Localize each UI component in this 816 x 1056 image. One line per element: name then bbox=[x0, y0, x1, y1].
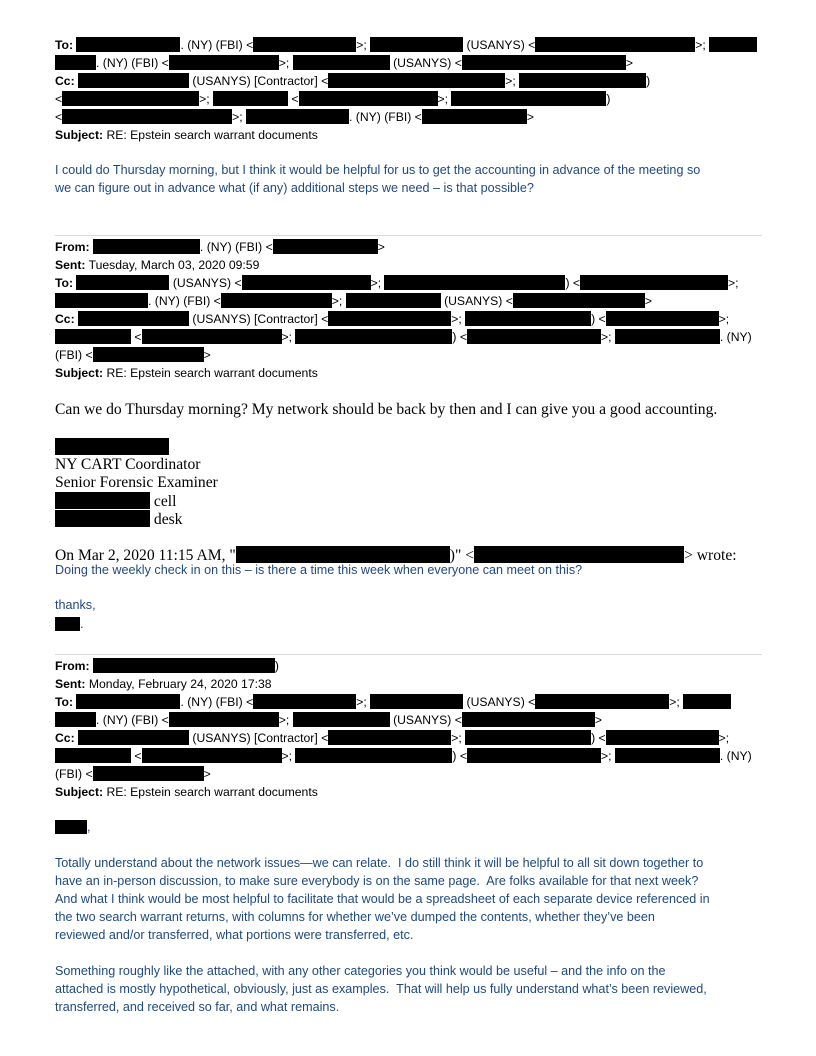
redaction bbox=[78, 730, 189, 745]
header-text: >; bbox=[199, 92, 214, 106]
redaction bbox=[55, 617, 80, 631]
signoff-suffix: . bbox=[80, 617, 84, 631]
header-text: >; bbox=[718, 312, 730, 326]
header-text: >; bbox=[356, 38, 371, 52]
separator bbox=[55, 654, 762, 655]
header-text: (USANYS) [Contractor] < bbox=[189, 731, 329, 745]
redaction bbox=[451, 91, 606, 106]
redaction bbox=[253, 694, 356, 709]
redaction bbox=[384, 275, 565, 290]
header-text: >; bbox=[281, 749, 296, 763]
redaction bbox=[370, 37, 463, 52]
body-line: we can figure out in advance what (if any) additional steps we need – is that possible? bbox=[55, 181, 534, 195]
quote-intro-post: > wrote: bbox=[684, 547, 737, 564]
redaction bbox=[76, 275, 169, 290]
header-text: Tuesday, March 03, 2020 09:59 bbox=[85, 258, 260, 272]
redaction bbox=[55, 748, 131, 763]
header-text: < bbox=[131, 749, 142, 763]
redaction bbox=[62, 91, 199, 106]
header-label: Cc: bbox=[55, 312, 75, 326]
redaction bbox=[76, 37, 180, 52]
redaction bbox=[55, 293, 148, 308]
header-text: > bbox=[526, 110, 534, 124]
paragraph-line: Totally understand about the network issues—we can relate. I do still think it will be helpful to all sit down together to bbox=[55, 856, 704, 870]
header-label: Sent: bbox=[55, 258, 86, 272]
redaction bbox=[213, 91, 288, 106]
quoted-thanks: thanks, bbox=[55, 598, 96, 612]
body-line: I could do Thursday morning, but I think it would be helpful for us to get the accounting in advance of the meeting so bbox=[55, 163, 701, 177]
redaction bbox=[55, 55, 96, 70]
header-label: Subject: bbox=[55, 128, 104, 142]
header-text: ) < bbox=[591, 731, 606, 745]
header-line bbox=[55, 364, 752, 382]
signature bbox=[55, 438, 218, 528]
redaction bbox=[513, 293, 645, 308]
header-text: >; bbox=[278, 713, 293, 727]
header-text: RE: Epstein search warrant documents bbox=[103, 785, 318, 799]
header-line bbox=[55, 310, 752, 328]
redaction bbox=[236, 546, 450, 563]
redaction bbox=[55, 510, 150, 527]
header-text: . (NY) (FBI) < bbox=[96, 713, 169, 727]
header-label: Subject: bbox=[55, 366, 104, 380]
email-mar3-message: Can we do Thursday morning? My network should be back by then and I can give you a good accounting. bbox=[55, 401, 718, 418]
header-text: ) < bbox=[452, 749, 467, 763]
redaction bbox=[169, 55, 279, 70]
header-line bbox=[55, 729, 752, 747]
header-text: > bbox=[203, 767, 211, 781]
header-text: >; bbox=[600, 330, 615, 344]
header-text: < bbox=[55, 110, 63, 124]
paragraph-line: reviewed and/or transferred, what portions were transferred, etc. bbox=[55, 928, 414, 942]
header-line bbox=[55, 256, 752, 274]
redaction bbox=[93, 766, 204, 781]
header-text: >; bbox=[370, 276, 385, 290]
redaction bbox=[55, 712, 96, 727]
redaction bbox=[465, 730, 591, 745]
redaction bbox=[467, 329, 601, 344]
redaction bbox=[346, 293, 441, 308]
header-text: (USANYS) < bbox=[440, 294, 513, 308]
redaction bbox=[462, 55, 626, 70]
redaction bbox=[462, 712, 595, 727]
header-line bbox=[55, 657, 752, 675]
paragraph-line: the two search warrant returns, with columns for whether we’ve dumped the contents, whether they’ve been bbox=[55, 910, 655, 924]
redaction bbox=[328, 73, 505, 88]
header-text: >; bbox=[728, 276, 739, 290]
redaction bbox=[467, 748, 601, 763]
header-text: >; bbox=[451, 312, 466, 326]
desk-label: desk bbox=[150, 511, 183, 528]
header-label: To: bbox=[55, 695, 74, 709]
header-text: . (NY) bbox=[719, 330, 752, 344]
redaction bbox=[615, 748, 720, 763]
header-text: RE: Epstein search warrant documents bbox=[103, 128, 318, 142]
header-text: . (NY) (FBI) < bbox=[199, 240, 273, 254]
header-line bbox=[55, 292, 752, 310]
header-text: (USANYS) [Contractor] < bbox=[189, 312, 329, 326]
header-text: >; bbox=[718, 731, 730, 745]
redaction bbox=[93, 347, 204, 362]
redaction bbox=[55, 492, 150, 509]
redaction bbox=[295, 748, 452, 763]
redaction bbox=[465, 311, 591, 326]
greeting-suffix: , bbox=[87, 820, 91, 834]
header-line bbox=[55, 90, 757, 108]
header-text: . (NY) (FBI) < bbox=[148, 294, 221, 308]
header-text: . (NY) (FBI) < bbox=[349, 110, 422, 124]
header-text: >; bbox=[451, 731, 466, 745]
redaction bbox=[683, 694, 731, 709]
header-line bbox=[55, 72, 757, 90]
redaction bbox=[474, 546, 684, 563]
header-text: (USANYS) < bbox=[169, 276, 242, 290]
header-line bbox=[55, 54, 757, 72]
redaction bbox=[606, 311, 719, 326]
header-label: To: bbox=[55, 38, 74, 52]
header-text: >; bbox=[281, 330, 296, 344]
header-label: Cc: bbox=[55, 74, 75, 88]
paragraph-line: Something roughly like the attached, with any other categories you think would be useful – and the info on the bbox=[55, 964, 666, 978]
header-text: < bbox=[55, 92, 63, 106]
redaction bbox=[293, 712, 390, 727]
redaction bbox=[142, 748, 282, 763]
header-line bbox=[55, 693, 752, 711]
header-text: (USANYS) < bbox=[389, 56, 462, 70]
redaction bbox=[606, 730, 719, 745]
redaction bbox=[78, 311, 189, 326]
redaction bbox=[580, 275, 728, 290]
redaction bbox=[76, 694, 180, 709]
redaction bbox=[55, 438, 169, 455]
redaction bbox=[535, 37, 695, 52]
redaction bbox=[55, 329, 131, 344]
header-text: . (NY) (FBI) < bbox=[96, 56, 169, 70]
redaction bbox=[370, 694, 463, 709]
header-text: > bbox=[644, 294, 652, 308]
header-text: >; bbox=[695, 38, 710, 52]
header-text: . (NY) (FBI) < bbox=[180, 695, 254, 709]
header-label: From: bbox=[55, 659, 90, 673]
header-label: Cc: bbox=[55, 731, 75, 745]
quoted-signoff bbox=[55, 617, 84, 631]
redaction bbox=[709, 37, 757, 52]
redaction bbox=[93, 239, 200, 254]
header-line bbox=[55, 108, 757, 126]
email-top-header bbox=[55, 36, 757, 144]
header-text: ) < bbox=[452, 330, 467, 344]
redaction bbox=[78, 73, 189, 88]
redaction bbox=[273, 239, 378, 254]
redaction bbox=[246, 109, 349, 124]
redaction bbox=[615, 329, 720, 344]
signature-title: NY CART Coordinator bbox=[55, 456, 201, 473]
redaction bbox=[169, 712, 279, 727]
redaction bbox=[253, 37, 356, 52]
header-text: ) < bbox=[565, 276, 581, 290]
email-feb24-header bbox=[55, 657, 752, 801]
header-line bbox=[55, 346, 752, 364]
header-text: >; bbox=[331, 294, 346, 308]
header-text: (FBI) < bbox=[55, 767, 93, 781]
header-line bbox=[55, 36, 757, 54]
redaction bbox=[242, 275, 371, 290]
redaction bbox=[55, 820, 87, 834]
header-text: (USANYS) < bbox=[463, 38, 536, 52]
header-label: From: bbox=[55, 240, 90, 254]
redaction bbox=[93, 658, 275, 673]
header-text: >; bbox=[356, 695, 371, 709]
redaction bbox=[328, 311, 451, 326]
header-line bbox=[55, 274, 752, 292]
header-text: > bbox=[203, 348, 211, 362]
separator bbox=[55, 235, 762, 236]
quote-intro-mid: )" < bbox=[449, 547, 475, 564]
header-text: >; bbox=[600, 749, 615, 763]
header-line bbox=[55, 675, 752, 693]
email-top-body bbox=[55, 161, 700, 197]
header-text: ) < bbox=[591, 312, 606, 326]
header-text: ) bbox=[274, 659, 279, 673]
header-text: (FBI) < bbox=[55, 348, 93, 362]
header-label: Sent: bbox=[55, 677, 86, 691]
quoted-body: Doing the weekly check in on this – is there a time this week when everyone can meet on this? bbox=[55, 563, 583, 577]
header-text: >; bbox=[669, 695, 684, 709]
redaction bbox=[221, 293, 332, 308]
header-text: >; bbox=[505, 74, 520, 88]
header-text: RE: Epstein search warrant documents bbox=[103, 366, 318, 380]
redaction bbox=[422, 109, 527, 124]
redaction bbox=[142, 329, 282, 344]
header-line bbox=[55, 328, 752, 346]
header-text: < bbox=[288, 92, 299, 106]
redaction bbox=[62, 109, 232, 124]
greeting bbox=[55, 820, 91, 834]
paragraph-line: And what I think would be most helpful to facilitate that would be a spreadsheet of each separate device referenced in bbox=[55, 892, 710, 906]
paragraph-line: attached is mostly hypothetical, obviously, just as examples. That will help us fully understand what’s been reviewed, bbox=[55, 982, 707, 996]
header-text: > bbox=[625, 56, 633, 70]
header-text: > bbox=[377, 240, 385, 254]
header-line bbox=[55, 711, 752, 729]
cell-label: cell bbox=[150, 493, 177, 510]
quote-intro-pre: On Mar 2, 2020 11:15 AM, " bbox=[55, 547, 236, 564]
header-line bbox=[55, 765, 752, 783]
header-label: To: bbox=[55, 276, 74, 290]
header-text: >; bbox=[437, 92, 452, 106]
header-text: (USANYS) [Contractor] < bbox=[189, 74, 329, 88]
redaction bbox=[328, 730, 451, 745]
header-label: Subject: bbox=[55, 785, 104, 799]
redaction bbox=[535, 694, 669, 709]
paragraph-1 bbox=[55, 854, 710, 944]
header-text: > bbox=[594, 713, 602, 727]
email-mar3-header bbox=[55, 238, 752, 382]
header-text: ) bbox=[646, 74, 651, 88]
header-text: (USANYS) < bbox=[389, 713, 462, 727]
header-text: Monday, February 24, 2020 17:38 bbox=[85, 677, 272, 691]
header-line bbox=[55, 126, 757, 144]
header-text: . (NY) bbox=[719, 749, 752, 763]
paragraph-line: have an in-person discussion, to make sure everybody is on the same page. Are folks available for that next week? bbox=[55, 874, 699, 888]
paragraph-2 bbox=[55, 962, 707, 1016]
header-line bbox=[55, 238, 752, 256]
header-text: ) bbox=[606, 92, 611, 106]
header-text: >; bbox=[232, 110, 247, 124]
redaction bbox=[293, 55, 390, 70]
paragraph-line: transferred, and received so far, and what remains. bbox=[55, 1000, 340, 1014]
header-text: (USANYS) < bbox=[463, 695, 536, 709]
redaction bbox=[299, 91, 438, 106]
redaction bbox=[295, 329, 452, 344]
header-text: >; bbox=[278, 56, 293, 70]
header-line bbox=[55, 783, 752, 801]
signature-title: Senior Forensic Examiner bbox=[55, 474, 218, 491]
header-text: < bbox=[131, 330, 142, 344]
header-text: . (NY) (FBI) < bbox=[180, 38, 254, 52]
redaction bbox=[519, 73, 646, 88]
header-line bbox=[55, 747, 752, 765]
